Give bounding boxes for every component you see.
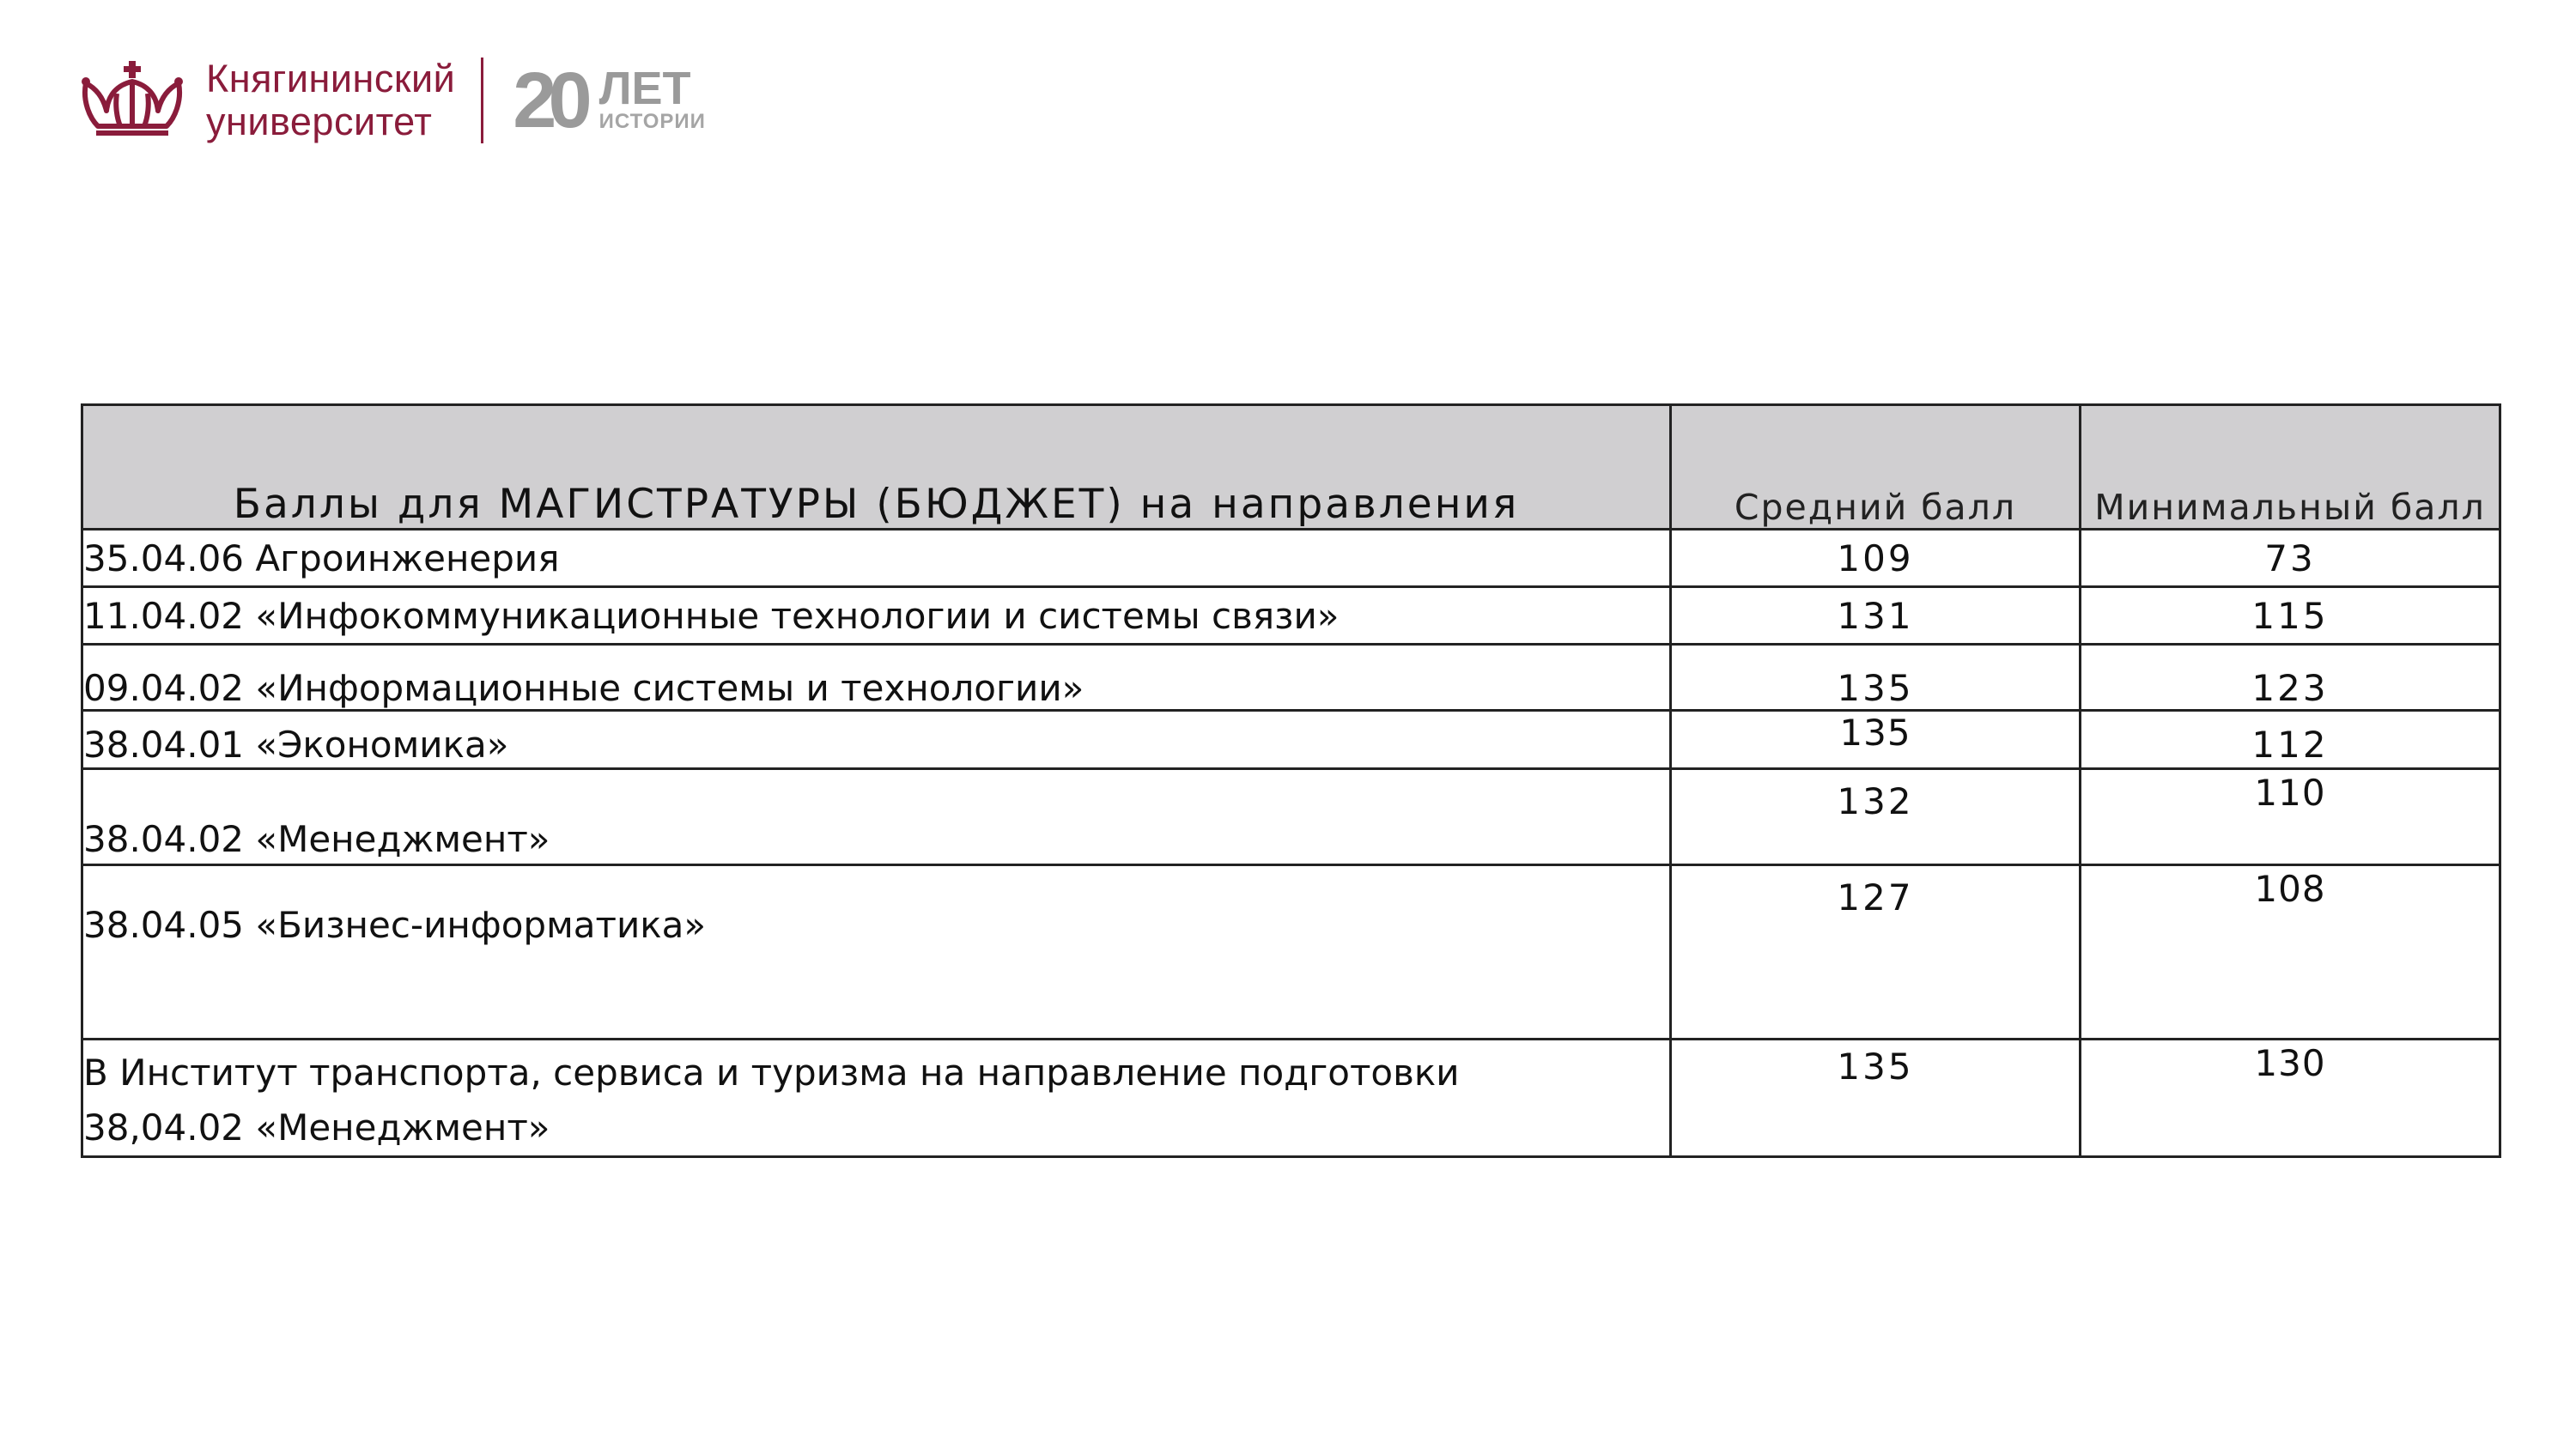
minimum-score: 112 — [2081, 711, 2500, 769]
program-name — [82, 1040, 1671, 1157]
table-row — [82, 645, 2500, 711]
minimum-score: 130 — [2081, 1040, 2500, 1157]
scores-table — [81, 403, 2501, 1158]
university-name-line2: университет — [206, 100, 433, 143]
table-row — [82, 587, 2500, 645]
anniversary-number: 20 — [513, 57, 584, 144]
table-row — [82, 865, 2500, 1040]
table-row — [82, 769, 2500, 865]
university-name — [206, 58, 455, 143]
program-name: 38.04.05 «Бизнес-информатика» — [82, 865, 1671, 1040]
program-name: 11.04.02 «Инфокоммуникационные технологии и системы связи» — [82, 587, 1671, 645]
average-score: 135 — [1671, 645, 2081, 711]
average-score: 132 — [1671, 769, 2081, 865]
column-header-minimum: Минимальный балл — [2081, 405, 2500, 530]
program-name-line1: В Институт транспорта, сервиса и туризма на направление подготовки — [83, 1052, 1460, 1094]
program-name: 35.04.06 Агроинженерия — [82, 530, 1671, 587]
program-name: 38.04.01 «Экономика» — [82, 711, 1671, 769]
table-row — [82, 530, 2500, 587]
minimum-score: 73 — [2081, 530, 2500, 587]
university-name-line1: Княгининский — [206, 57, 456, 100]
average-score: 131 — [1671, 587, 2081, 645]
average-score: 135 — [1671, 711, 2081, 769]
crown-icon — [79, 59, 185, 142]
column-header-average: Средний балл — [1671, 405, 2081, 530]
average-score: 127 — [1671, 865, 2081, 1040]
anniversary-badge — [513, 57, 706, 144]
logo-divider — [481, 58, 483, 143]
anniversary-subtitle: ИСТОРИИ — [598, 110, 706, 133]
minimum-score: 110 — [2081, 769, 2500, 865]
table-row — [82, 1040, 2500, 1157]
program-name: 09.04.02 «Информационные системы и технологии» — [82, 645, 1671, 711]
program-name-line2: 38,04.02 «Менеджмент» — [83, 1106, 550, 1149]
minimum-score: 123 — [2081, 645, 2500, 711]
university-logo — [79, 53, 706, 148]
table-row — [82, 711, 2500, 769]
minimum-score: 115 — [2081, 587, 2500, 645]
anniversary-word: ЛЕТ — [598, 63, 691, 114]
program-name: 38.04.02 «Менеджмент» — [82, 769, 1671, 865]
table-header-row — [82, 405, 2500, 530]
average-score: 109 — [1671, 530, 2081, 587]
minimum-score: 108 — [2081, 865, 2500, 1040]
table-title: Баллы для МАГИСТРАТУРЫ (БЮДЖЕТ) на направления — [82, 405, 1671, 530]
average-score: 135 — [1671, 1040, 2081, 1157]
